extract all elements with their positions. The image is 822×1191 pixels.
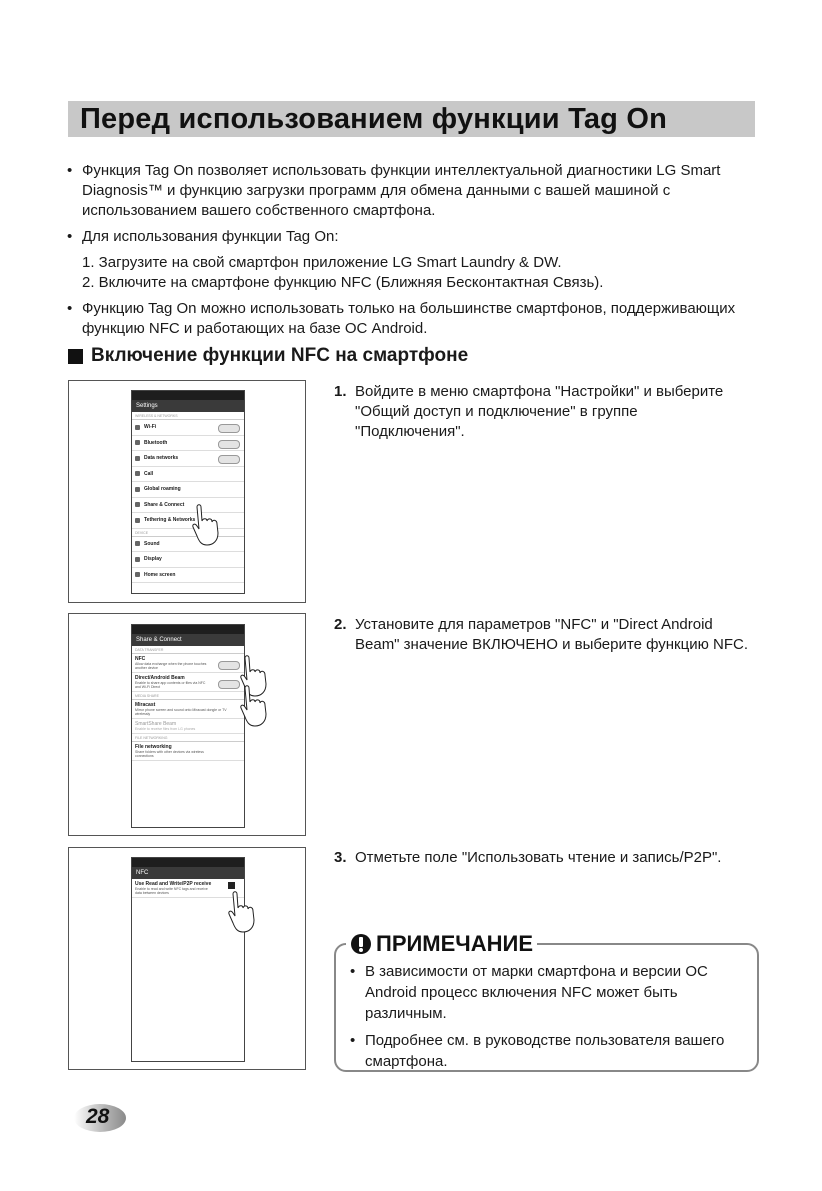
wifi-toggle xyxy=(218,424,240,433)
smartshare-title: SmartShare Beam xyxy=(135,721,177,727)
rw-title: Use Read and Write/P2P receive xyxy=(135,881,212,887)
home-screen-label: Home screen xyxy=(144,571,176,578)
screenshot-settings xyxy=(68,380,306,603)
item-nfc xyxy=(132,654,244,673)
intro-step-1: 1. Загрузите на свой смартфон приложение LG Smart Laundry & DW. xyxy=(82,254,562,271)
status-bar xyxy=(132,858,244,867)
item-smartshare xyxy=(132,719,244,734)
global-roaming-label: Global roaming xyxy=(144,486,181,493)
miracast-desc: Mirror phone screen and sound onto Miracast dongle or TV wirelessly xyxy=(135,708,227,716)
wifi-icon xyxy=(135,425,140,430)
step-2-text: Установите для параметров "NFC" и "Direct Android Beam" значение ВКЛЮЧЕНО и выберите функцию NFC. xyxy=(355,616,748,653)
status-bar xyxy=(132,391,244,400)
status-bar xyxy=(132,625,244,634)
phone-share-connect xyxy=(131,624,245,828)
beam-title: Direct/Android Beam xyxy=(135,675,185,681)
phone-settings xyxy=(131,390,245,594)
intro-section xyxy=(66,161,766,345)
home-icon xyxy=(135,572,140,577)
section-media-share: MEDIA SHARE xyxy=(132,692,244,700)
row-global-roaming xyxy=(132,482,244,498)
note-box xyxy=(334,931,759,1072)
miracast-title: Miracast xyxy=(135,702,156,708)
step-3-text: Отметьте поле "Использовать чтение и запись/P2P". xyxy=(355,849,722,866)
rw-desc: Enable to read and write NFC tags and receive data between devices xyxy=(135,887,208,895)
data-networks-icon xyxy=(135,456,140,461)
globe-icon xyxy=(135,487,140,492)
page-number: 28 xyxy=(86,1105,110,1128)
tethering-icon xyxy=(135,518,140,523)
intro-bullet-3: • Функцию Tag On можно использовать только на большинстве смартфонов, поддерживающих функцию NFC и работающих на базе ОС Android. xyxy=(66,299,766,339)
step-1-text: Войдите в меню смартфона "Настройки" и выберите "Общий доступ и подключение" в группе "Подключения". xyxy=(355,383,724,440)
phone-nfc xyxy=(131,857,245,1062)
beam-desc: Enable to share app contents or files via NFC and Wi-Fi Direct xyxy=(135,681,206,689)
display-label: Display xyxy=(144,556,162,563)
step-3-number: 3. xyxy=(334,849,347,866)
nfc-header: NFC xyxy=(136,870,149,876)
share-icon xyxy=(135,502,140,507)
data-networks-toggle xyxy=(218,455,240,464)
item-file-networking xyxy=(132,742,244,761)
step-2-number: 2. xyxy=(334,616,347,633)
action-bar xyxy=(132,634,244,646)
section-wireless: WIRELESS & NETWORKS xyxy=(132,412,244,420)
tethering-label: Tethering & Networks xyxy=(144,517,196,524)
settings-header: Settings xyxy=(136,403,158,409)
file-title: File networking xyxy=(135,744,172,750)
bluetooth-icon xyxy=(135,440,140,445)
item-miracast xyxy=(132,700,244,719)
step-1 xyxy=(334,382,746,442)
step-1-number: 1. xyxy=(334,383,347,400)
section-device: DEVICE xyxy=(132,529,244,537)
row-call xyxy=(132,467,244,483)
exclamation-icon xyxy=(350,933,372,955)
action-bar xyxy=(132,400,244,412)
note-heading-text: ПРИМЕЧАНИЕ xyxy=(376,931,534,956)
title-bar xyxy=(68,101,755,137)
beam-toggle xyxy=(218,680,240,689)
action-bar xyxy=(132,867,244,879)
page-title: Перед использованием функции Tag On xyxy=(80,103,667,135)
step-3 xyxy=(334,848,759,868)
nfc-desc: Allow data exchange when the phone touches another device xyxy=(135,662,207,670)
intro-bullet-1: • Функция Tag On позволяет использовать функции интеллектуальной диагностики LG Smart Diagnosis™ и функцию загрузки программ для обмена данными с вашей машиной с использованием вашего собственного смартфона. xyxy=(66,161,766,221)
file-desc: Share folders with other devices via wireless connections xyxy=(135,750,204,758)
bluetooth-toggle xyxy=(218,440,240,449)
share-header: Share & Connect xyxy=(136,637,182,643)
bluetooth-label: Bluetooth xyxy=(144,439,168,446)
section-data-transfer: DATA TRANSFER xyxy=(132,646,244,654)
section-file-networking: FILE NETWORKING xyxy=(132,734,244,742)
section-heading xyxy=(68,345,468,367)
row-home-screen xyxy=(132,568,244,584)
screenshot-nfc xyxy=(68,847,306,1070)
row-wifi xyxy=(132,420,244,436)
section-heading-text: Включение функции NFC на смартфоне xyxy=(91,345,469,366)
item-beam xyxy=(132,673,244,692)
row-display xyxy=(132,552,244,568)
call-label: Call xyxy=(144,470,154,477)
data-networks-label: Data networks xyxy=(144,455,179,462)
screenshot-share-connect xyxy=(68,613,306,836)
nfc-toggle xyxy=(218,661,240,670)
sound-label: Sound xyxy=(144,540,160,547)
smartshare-desc: Enable to receive files from LG phones xyxy=(135,727,196,731)
pointing-hand-icon xyxy=(239,684,281,728)
row-data-networks xyxy=(132,451,244,467)
row-bluetooth xyxy=(132,436,244,452)
intro-steps xyxy=(66,253,766,293)
step-2 xyxy=(334,615,759,655)
nfc-title: NFC xyxy=(135,656,146,662)
sound-icon xyxy=(135,541,140,546)
page-number-badge xyxy=(66,1101,126,1133)
checkbox-icon xyxy=(228,882,235,889)
pointing-hand-icon xyxy=(191,503,233,547)
note-items xyxy=(350,961,750,1078)
share-connect-label: Share & Connect xyxy=(144,501,185,508)
pointing-hand-icon xyxy=(227,890,269,934)
call-icon xyxy=(135,471,140,476)
note-item-2: • Подробнее см. в руководстве пользователя вашего смартфона. xyxy=(350,1030,750,1072)
note-heading xyxy=(346,931,537,957)
intro-step-2: 2. Включите на смартфоне функцию NFC (Ближняя Бесконтактная Связь). xyxy=(82,274,604,291)
intro-bullet-2: • Для использования функции Tag On: xyxy=(66,227,766,247)
black-square-icon xyxy=(68,349,83,364)
display-icon xyxy=(135,557,140,562)
wifi-label: Wi-Fi xyxy=(144,424,157,431)
note-item-1: • В зависимости от марки смартфона и версии ОС Android процесс включения NFC может быть различным. xyxy=(350,961,750,1024)
